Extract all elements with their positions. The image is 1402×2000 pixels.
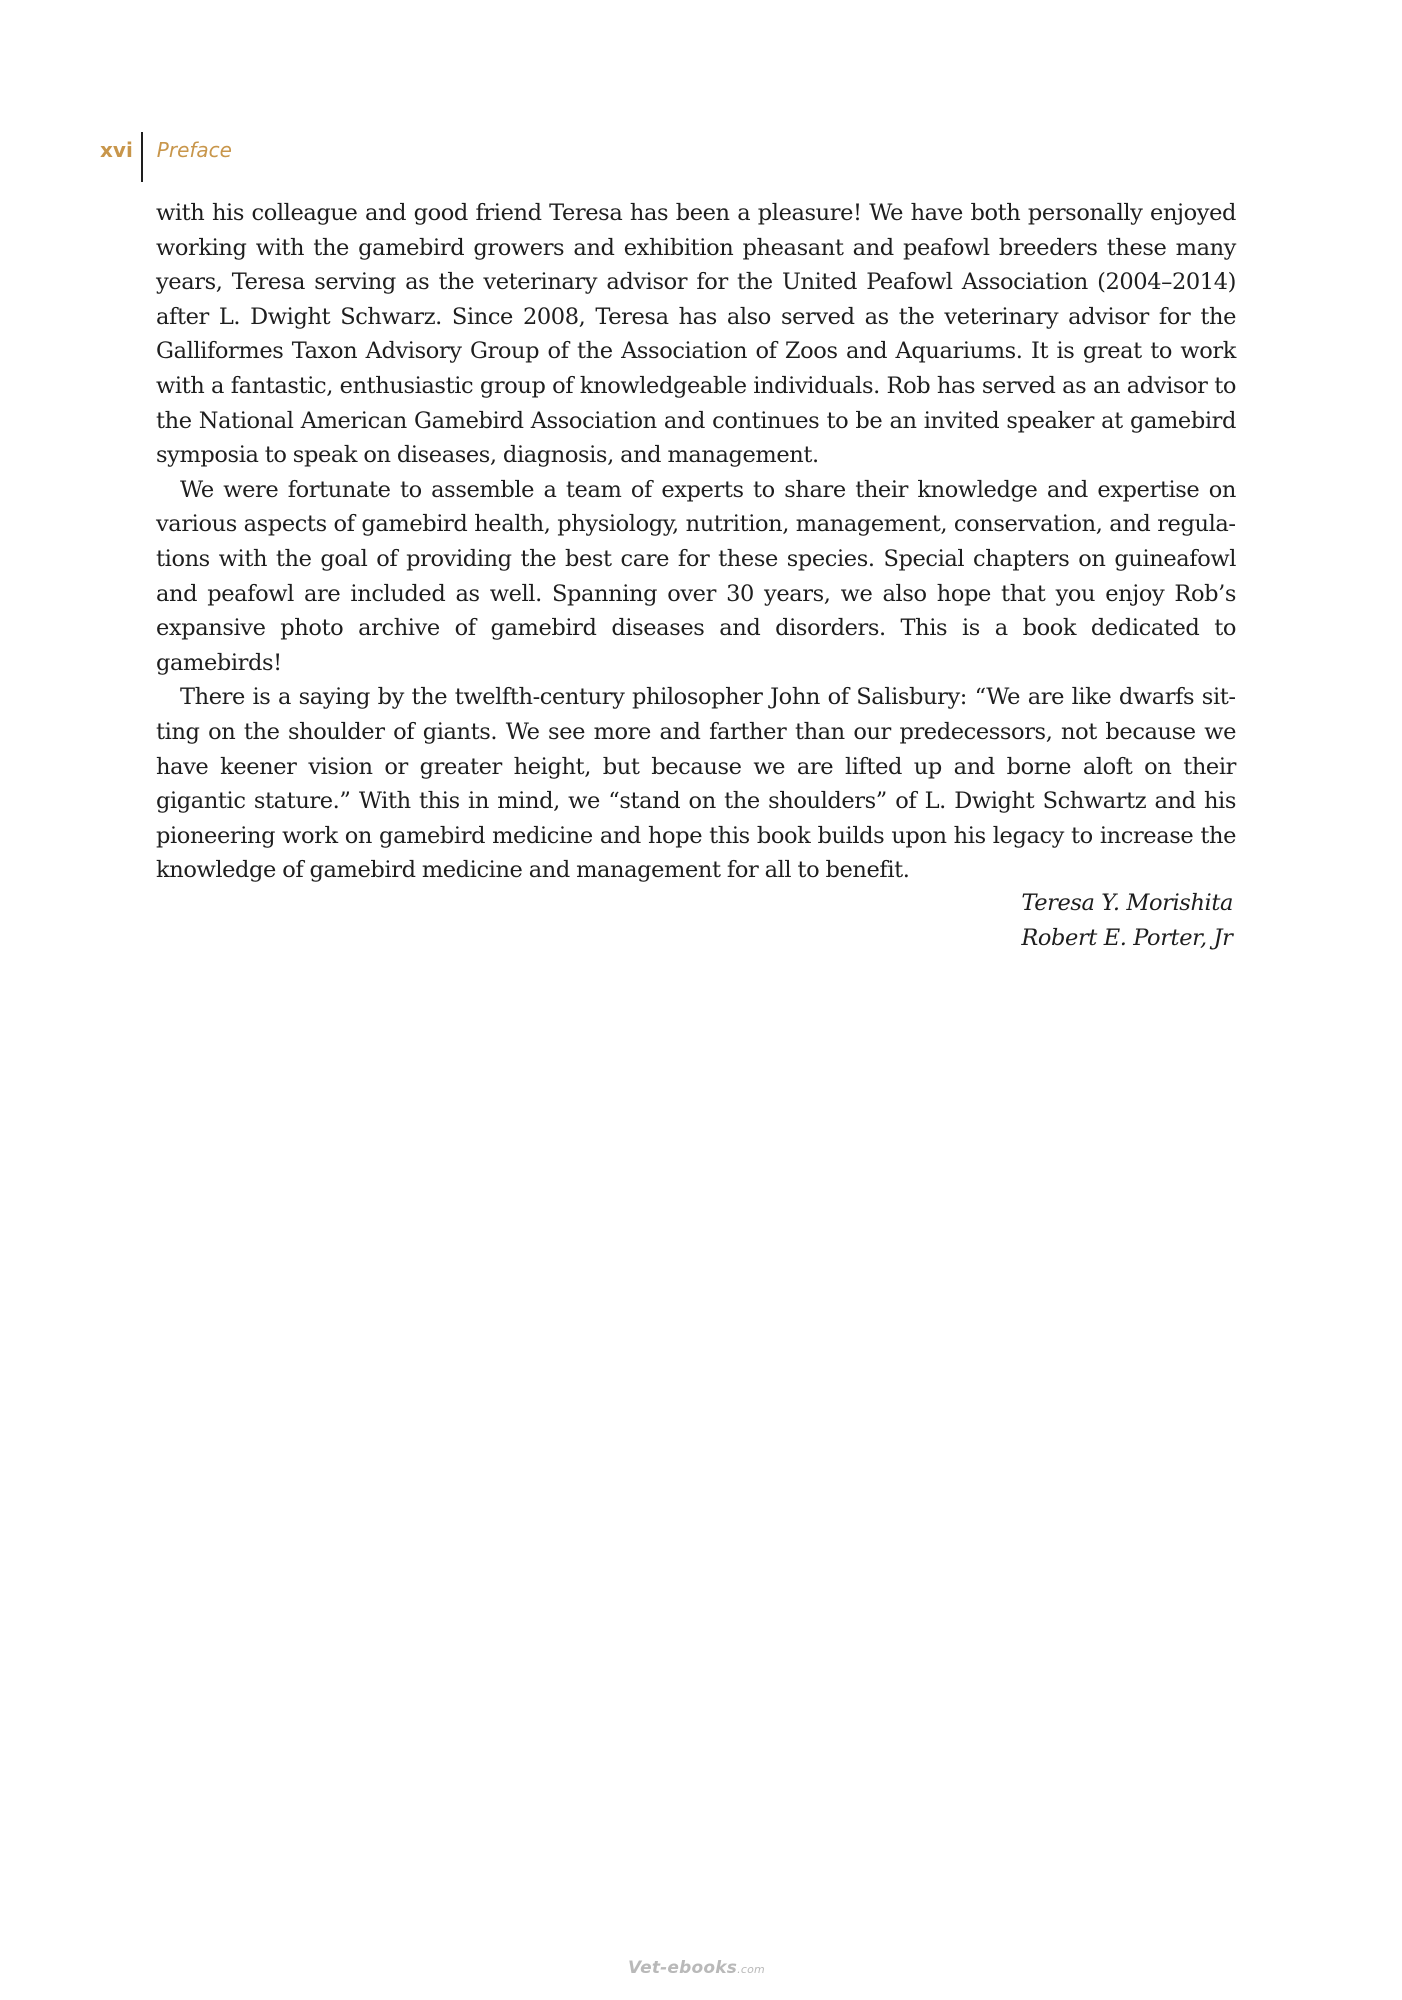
watermark-logo <box>628 1958 765 1978</box>
paragraph: There is a saying by the twelfth-century philosopher John of Salisbury: “We are like dwarfs sitting on the shoulder of giants. We see more and farther than our predecessors, not because we have keener vision or greater height, but because we are lifted up and borne aloft on their gigantic stature.” With this in mind, we “stand on the shoulders” of L. Dwight Schwartz and his pioneering work on gamebird medicine and hope this book builds upon his legacy to increase the knowledge of gamebird medicine and management for all to benefit. <box>156 684 1236 884</box>
paragraph: We were fortunate to assemble a team of experts to share their knowledge and expertise on various aspects of gamebird health, physiology, nutrition, management, conservation, and regulations with the goal of providing the best care for these species. Special chapters on guineafowl and peafowl are included as well. Spanning over 30 years, we also hope that you enjoy Rob’s expansive photo archive of gamebird diseases and disorders. This is a book dedicated to gamebirds! <box>156 476 1236 676</box>
watermark-text: Vet-ebooks <box>628 1958 738 1978</box>
running-head <box>100 132 232 182</box>
preface-body <box>156 196 1236 888</box>
author-signature-block <box>1021 886 1233 956</box>
author-name: Robert E. Porter, Jr <box>1021 925 1233 951</box>
paragraph-continued: with his colleague and good friend Teresa has been a pleasure! We have both personally enjoyed working with the gamebird growers and exhibition pheasant and peafowl breeders these many years, Teresa serving as the veterinary advisor for the United Peafowl Association (2004–2014) after L. Dwight Schwarz. Since 2008, Teresa has also served as the veterinary advisor for the Galliformes Taxon Advisory Group of the Association of Zoos and Aquariums. It is great to work with a fantastic, enthusiastic group of knowledgeable individuals. Rob has served as an advisor to the National American Gamebird Association and continues to be an invited speaker at gamebird symposia to speak on diseases, diagnosis, and management. <box>156 200 1236 469</box>
author-name: Teresa Y. Morishita <box>1021 890 1233 916</box>
section-title: Preface <box>156 138 232 162</box>
page-number: xvi <box>100 138 133 162</box>
watermark-suffix: .com <box>737 1963 765 1976</box>
